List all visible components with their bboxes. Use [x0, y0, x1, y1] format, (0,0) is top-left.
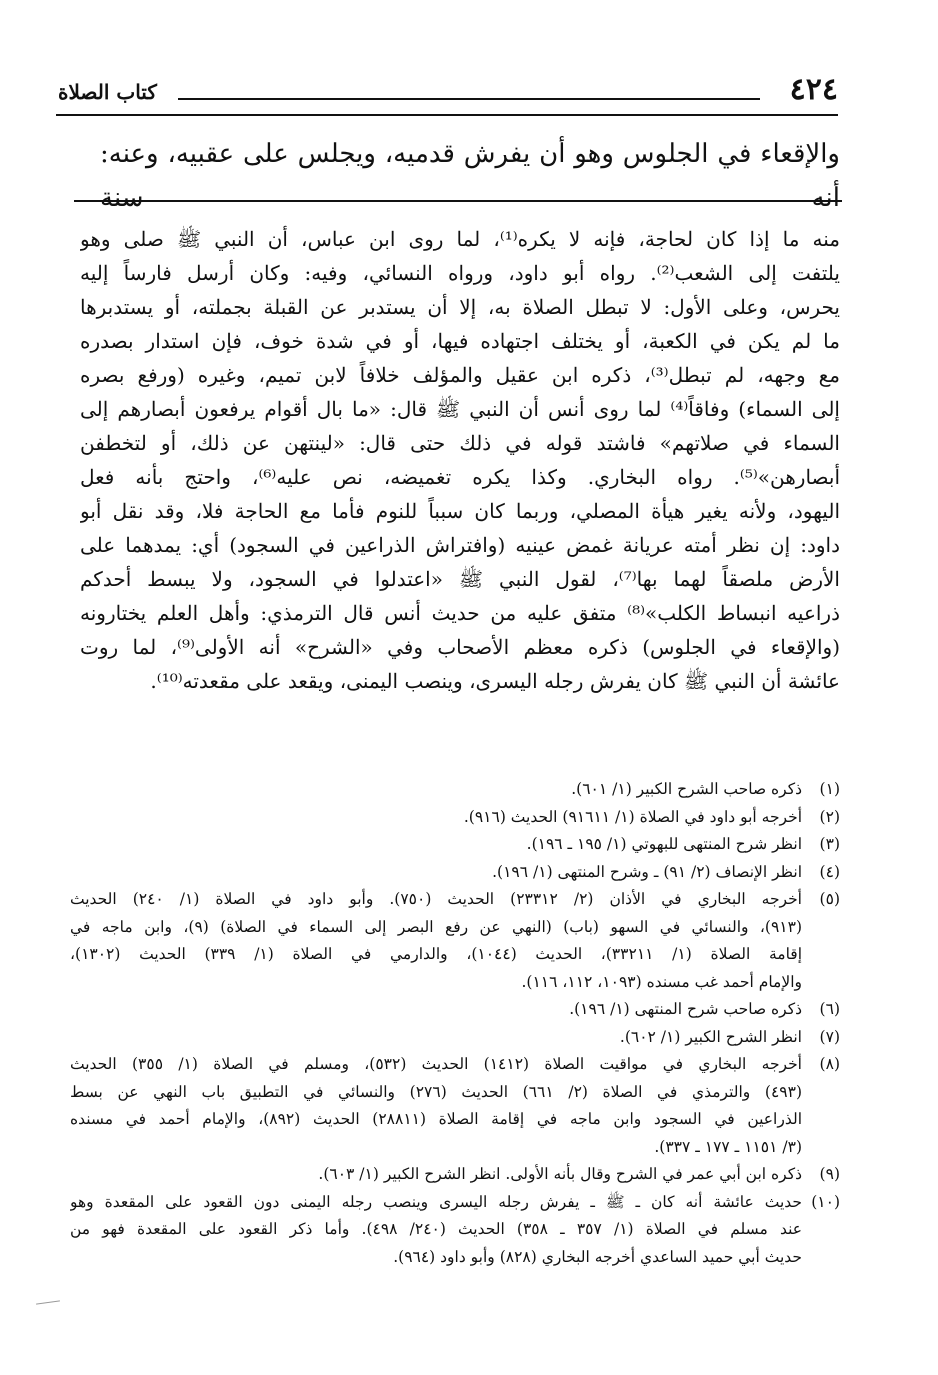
body-line: منه ما إذا كان لحاجة، فإنه لا يكره⁽¹⁾، لما روى ابن عباس، أن النبي ﷺ صلى وهو [80, 227, 840, 251]
body-line: ذراعيه انبساط الكلب»⁽⁸⁾ متفق عليه من حديث أنس قال الترمذي: وأهل العلم يختارونه [80, 601, 840, 625]
footnote-line: والإمام أحمد غب مسنده (١٠٩٣، ١١٢، ١١٦). [521, 972, 802, 991]
matn-headline: والإقعاء في الجلوس وهو أن يفرش قدميه، ويجلس على عقبيه، وعنه: أنه سنة [100, 139, 840, 213]
scan-artifact [36, 1300, 60, 1304]
book-title: كتاب الصلاة [58, 80, 157, 104]
page-header [58, 72, 838, 112]
footnote [70, 804, 840, 832]
body-line: (والإقعاء في الجلوس) ذكره معظم الأصحاب وفي «الشرح» أنه الأولى⁽⁹⁾، لما روت [80, 635, 840, 659]
footnote-line: الذراعين في السجود وابن ماجه في إقامة الصلاة (٢٨٨١١) الحديث (٨٩٢)، والإمام أحمد في مسنده [70, 1110, 802, 1128]
footnote-line: حديث أبي حميد الساعدي أخرجه البخاري (٨٢٨) وأبو داود (٩٦٤). [393, 1247, 802, 1266]
footnote-line: انظر الشرح الكبير (١/ ٦٠٢). [619, 1027, 802, 1046]
header-underline [56, 114, 838, 116]
footnote-line: إقامة الصلاة (١/ ٣٣٢١١)، الحديث (١٠٤٤)، والدارمي في الصلاة (١/ ٣٣٩) الحديث (١٣٠٢)، [70, 945, 802, 963]
footnote-number: (٢) [819, 807, 840, 826]
page-number: ٤٢٤ [789, 72, 838, 107]
footnote-number: (٨) [819, 1055, 840, 1073]
footnote [70, 1024, 840, 1052]
footnote-number: (١) [819, 780, 840, 798]
footnote [70, 886, 840, 996]
footnote-line: ذكره صاحب الشرح الكبير (١/ ٦٠١). [571, 780, 802, 798]
footnote-number: (٣) [819, 835, 840, 853]
body-line: مع وجهه، لم تبطل⁽³⁾، ذكره ابن عقيل والمؤلف خلافاً لابن تميم، وغيره (ورفع بصره [80, 363, 840, 387]
footnote [70, 1161, 840, 1189]
footnote-line: حديث عائشة أنه كان ـ ﷺ ـ يفرش رجله اليسرى وينصب رجله اليمنى دون القعود على المقعدة وهو [70, 1192, 802, 1211]
footnote-line: أخرجه البخاري في مواقيت الصلاة (١٤١٢) الحديث (٥٣٢)، ومسلم في الصلاة (١/ ٣٥٥) الحديث [70, 1055, 802, 1073]
body-line: اليهود، ولأنه يغير هيأة المصلي، وربما كان سبباً للنوم فأما مع الحاجة فلا، وقد نقل أبو [80, 499, 840, 523]
footnote-line: انظر الإنصاف (٢/ ٩١) ـ وشرح المنتهى (١/ ١٩٦). [492, 862, 802, 881]
footnote-line: ذكره ابن أبي عمر في الشرح وقال بأنه الأولى. انظر الشرح الكبير (١/ ٦٠٣). [318, 1165, 802, 1183]
body-line: يحرس، وعلى الأول: لا تبطل الصلاة به، إلا أن يستدبر عن القبلة بجملته، أو يستدبرها [80, 295, 840, 319]
footnote-line: انظر شرح المنتهى للبهوتي (١/ ١٩٥ ـ ١٩٦). [526, 835, 802, 853]
footnote [70, 1051, 840, 1161]
commentary-body [80, 222, 840, 698]
footnote [70, 1189, 840, 1272]
footnote-line: أخرجه أبو داود في الصلاة (١/ ٩١٦١١) الحديث (٩١٦). [463, 807, 802, 826]
footnote-line: عند مسلم في الصلاة (١/ ٣٥٧ ـ ٣٥٨) الحديث (٢٤٠/ ٤٩٨). وأما ذكر القعود على المقعدة فهو من [70, 1220, 802, 1238]
footnote-line: أخرجه البخاري في الأذان (٢/ ٢٣٣١٢) الحديث (٧٥٠). وأبو داود في الصلاة (١/ ٢٤٠) الحديث [70, 890, 802, 908]
footnote-line: (٩١٣)، والنسائي في السهو (باب) (النهي عن رفع البصر إلى السماء في الصلاة) (٩)، وابن ماجه في [70, 917, 802, 936]
footnote-number: (١٠) [811, 1192, 840, 1211]
footnote [70, 859, 840, 887]
footnote [70, 831, 840, 859]
footnote [70, 776, 840, 804]
body-line: ما لم يكن في الكعبة، أو يختلف اجتهاده فيها، أو في شدة خوف، فإن استدار بصدره [80, 329, 840, 353]
footnote-line: ذكره صاحب شرح المنتهى (١/ ١٩٦). [569, 1000, 802, 1018]
header-rule [178, 98, 760, 100]
footnote-number: (٦) [819, 1000, 840, 1018]
body-line: عائشة أن النبي ﷺ كان يفرش رجله اليسرى، وينصب اليمنى، ويقعد على مقعدته⁽¹⁰⁾. [150, 669, 840, 693]
body-line: داود: إن نظر أمته عريانة غمض عينيه (وافتراش الذراعين في السجود) أي: يمدهما على [80, 533, 840, 557]
footnote-number: (٤) [819, 862, 840, 881]
footnotes [70, 776, 840, 1271]
footnote-line: (٣/ ١١٥١ ـ ١٧٧ ـ ٣٣٧). [654, 1137, 802, 1156]
body-line: يلتفت إلى الشعب⁽²⁾. رواه أبو داود، ورواه النسائي، وفيه: وكان أرسل فارساً إليه [80, 261, 840, 285]
footnote-line: (٤٩٣) والترمذي في الصلاة (٢/ ٦٦١) الحديث (٢٧٦) والنسائي في التطبيق باب النهي عن بسط [70, 1082, 802, 1101]
footnote-number: (٩) [819, 1165, 840, 1183]
body-line: الأرض ملصقاً لهما بها⁽⁷⁾، لقول النبي ﷺ «اعتدلوا في السجود، ولا يبسط أحدكم [80, 567, 840, 591]
headline-separator [74, 200, 842, 202]
body-line: إلى السماء) وفاقاً⁽⁴⁾ لما روى أنس أن النبي ﷺ قال: «ما بال أقوام يرفعون أبصارهم إلى [80, 397, 840, 421]
body-line: السماء في صلاتهم» فاشتد قوله في ذلك حتى قال: «لينتهن عن ذلك، أو لتخطفن [80, 431, 840, 455]
footnote [70, 996, 840, 1024]
footnote-number: (٧) [819, 1027, 840, 1046]
footnote-number: (٥) [819, 890, 840, 908]
body-line: أبصارهن»⁽⁵⁾. رواه البخاري. وكذا يكره تغميضه، نص عليه⁽⁶⁾، واحتج بأنه فعل [80, 465, 840, 489]
